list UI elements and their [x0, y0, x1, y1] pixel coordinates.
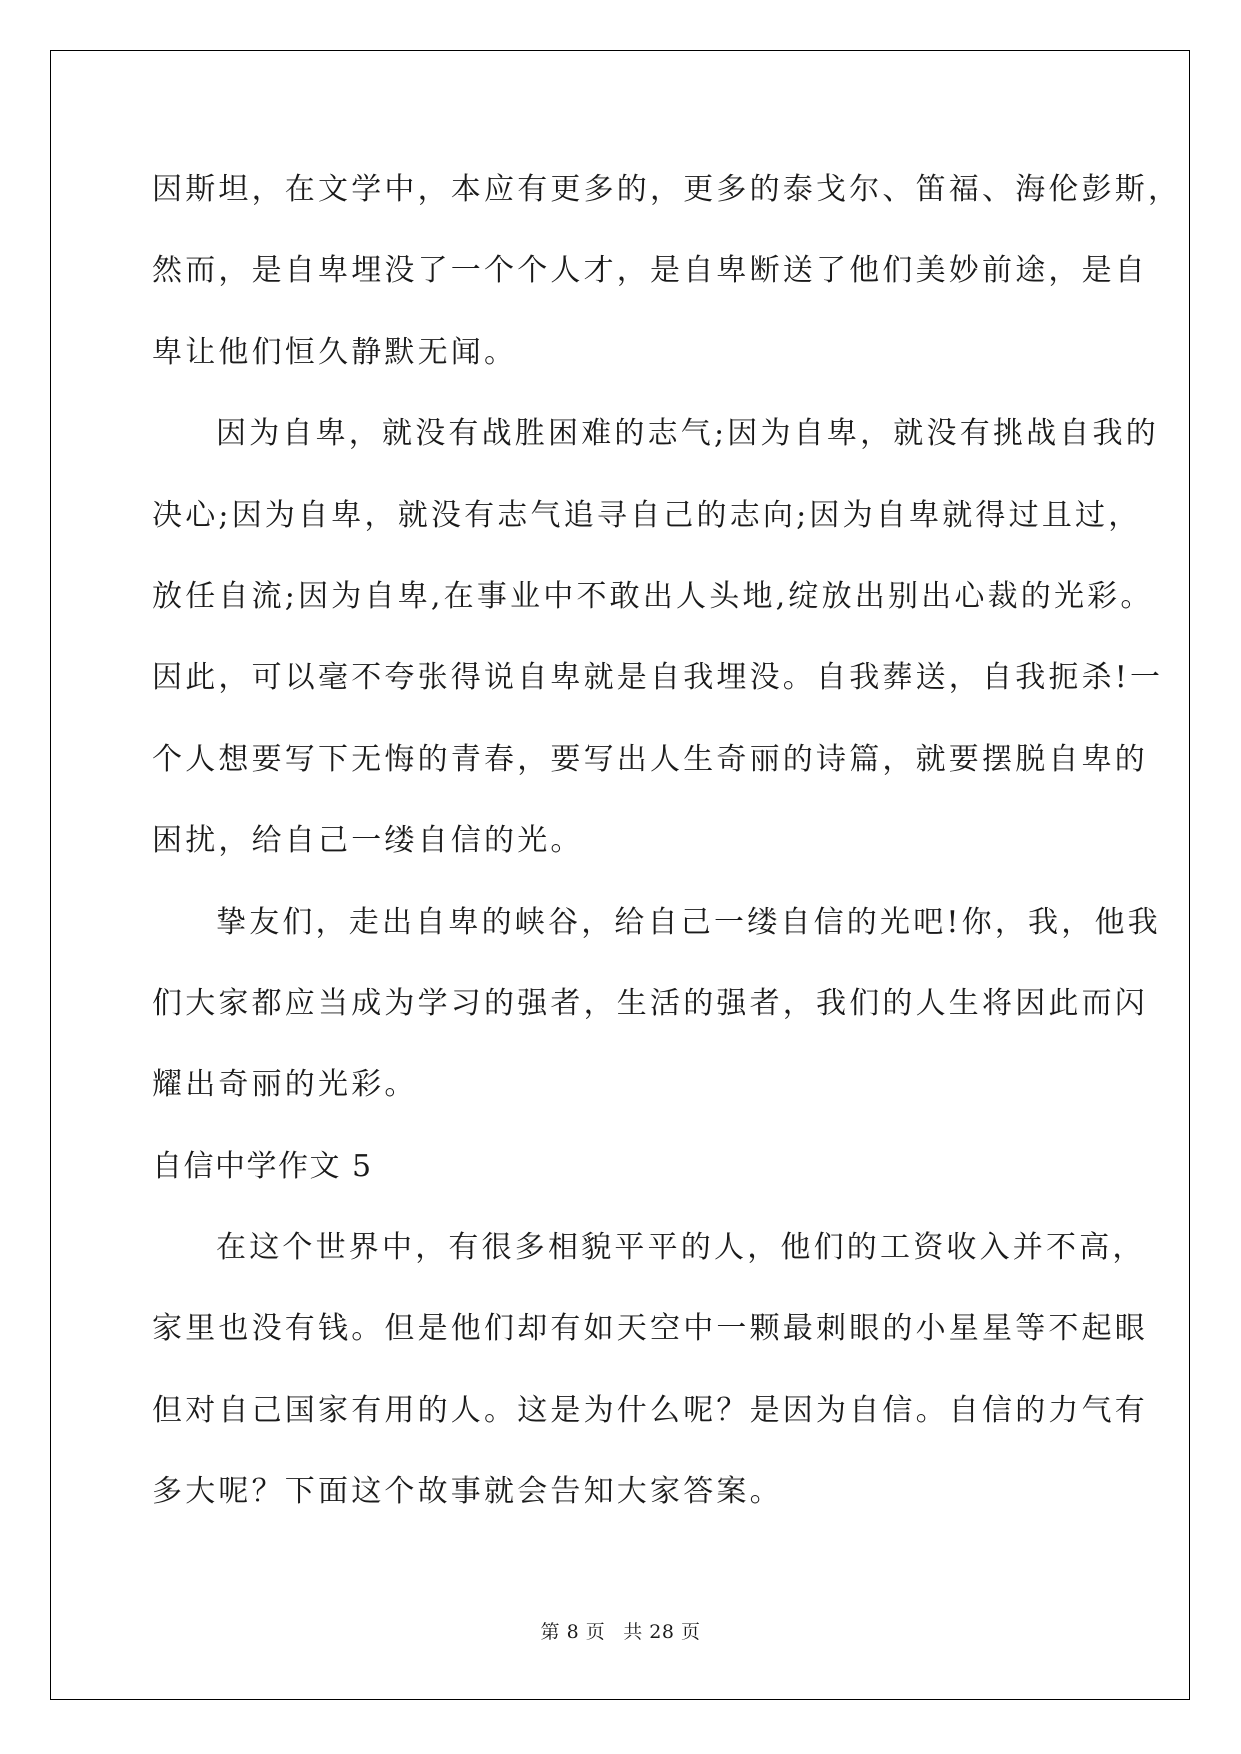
text-line: 因此，可以毫不夸张得说自卑就是自我埋没。自我葬送，自我扼杀!一 — [152, 660, 1164, 696]
text-line: 然而，是自卑埋没了一个个人才，是自卑断送了他们美妙前途，是自 — [152, 253, 1148, 289]
document-body — [152, 160, 1182, 1544]
page-total: 共 28 页 — [623, 1621, 701, 1643]
paragraph-start-line: 因为自卑，就没有战胜困难的志气;因为自卑，就没有挑战自我的 — [216, 416, 1159, 452]
text-line: 家里也没有钱。但是他们却有如天空中一颗最刺眼的小星星等不起眼 — [152, 1311, 1148, 1347]
page-number: 第 8 页 — [540, 1621, 606, 1643]
text-line: 决心;因为自卑，就没有志气追寻自己的志向;因为自卑就得过且过， — [152, 497, 1142, 533]
text-line: 困扰，给自己一缕自信的光。 — [152, 823, 584, 859]
section-heading: 自信中学作文 5 — [152, 1148, 373, 1184]
paragraph-start-line: 挚友们，走出自卑的峡谷，给自己一缕自信的光吧!你，我，他我 — [216, 904, 1161, 940]
page-footer — [0, 1617, 1241, 1644]
text-line: 因斯坦，在文学中，本应有更多的，更多的泰戈尔、笛福、海伦彭斯， — [152, 172, 1182, 207]
text-line: 但对自己国家有用的人。这是为什么呢？是因为自信。自信的力气有 — [152, 1392, 1148, 1428]
text-line: 卑让他们恒久静默无闻。 — [152, 334, 518, 370]
text-line: 们大家都应当成为学习的强者，生活的强者，我们的人生将因此而闪 — [152, 985, 1148, 1021]
text-line: 多大呢？下面这个故事就会告知大家答案。 — [152, 1474, 783, 1510]
text-line: 放任自流;因为自卑,在事业中不敢出人头地,绽放出别出心裁的光彩。 — [152, 578, 1154, 614]
text-line: 个人想要写下无悔的青春，要写出人生奇丽的诗篇，就要摆脱自卑的 — [152, 741, 1148, 777]
text-line: 耀出奇丽的光彩。 — [152, 1067, 418, 1103]
paragraph-start-line: 在这个世界中，有很多相貌平平的人，他们的工资收入并不高， — [216, 1230, 1146, 1266]
